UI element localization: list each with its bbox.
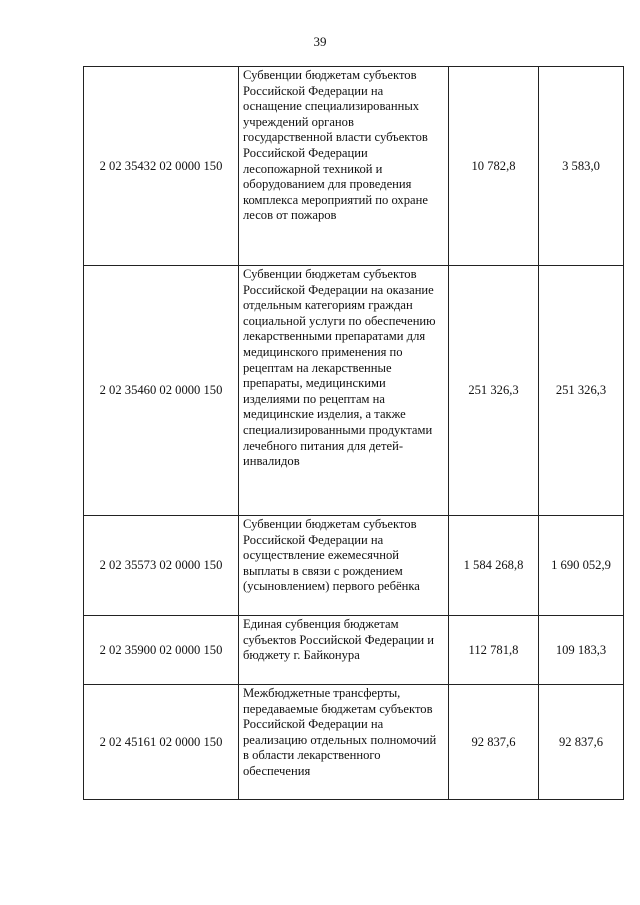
amount-year-2: 251 326,3	[539, 266, 624, 516]
budget-code: 2 02 35573 02 0000 150	[84, 516, 239, 616]
budget-code: 2 02 35900 02 0000 150	[84, 616, 239, 685]
budget-code: 2 02 35432 02 0000 150	[84, 67, 239, 266]
budget-table	[83, 66, 624, 800]
amount-year-2: 92 837,6	[539, 685, 624, 800]
amount-year-2: 3 583,0	[539, 67, 624, 266]
budget-description: Субвенции бюджетам субъектов Российской Федерации на оснащение специализированных учреждений органов государственной власти субъектов Российской Федерации лесопожарной техникой и оборудованием для проведения комплекса мероприятий по охране лесов от пожаров	[239, 67, 449, 266]
amount-year-1: 112 781,8	[449, 616, 539, 685]
amount-year-2: 109 183,3	[539, 616, 624, 685]
page-number: 39	[313, 34, 327, 49]
table-row	[84, 67, 624, 266]
table-row	[84, 516, 624, 616]
table-row	[84, 685, 624, 800]
amount-year-1: 251 326,3	[449, 266, 539, 516]
budget-description: Межбюджетные трансферты, передаваемые бюджетам субъектов Российской Федерации на реализацию отдельных полномочий в области лекарственного обеспечения	[239, 685, 449, 800]
budget-code: 2 02 45161 02 0000 150	[84, 685, 239, 800]
budget-description: Единая субвенция бюджетам субъектов Российской Федерации и бюджету г. Байконура	[239, 616, 449, 685]
amount-year-1: 1 584 268,8	[449, 516, 539, 616]
budget-description: Субвенции бюджетам субъектов Российской Федерации на осуществление ежемесячной выплаты в связи с рождением (усыновлением) первого ребёнка	[239, 516, 449, 616]
budget-code: 2 02 35460 02 0000 150	[84, 266, 239, 516]
amount-year-2: 1 690 052,9	[539, 516, 624, 616]
budget-description: Субвенции бюджетам субъектов Российской Федерации на оказание отдельным категориям граждан социальной услуги по обеспечению лекарственными препаратами для медицинского применения по рецептам на лекарственные препараты, медицинскими изделиями по рецептам на медицинские изделия, а также специализированными продуктами лечебного питания для детей-инвалидов	[239, 266, 449, 516]
amount-year-1: 10 782,8	[449, 67, 539, 266]
table-row	[84, 266, 624, 516]
table-row	[84, 616, 624, 685]
amount-year-1: 92 837,6	[449, 685, 539, 800]
